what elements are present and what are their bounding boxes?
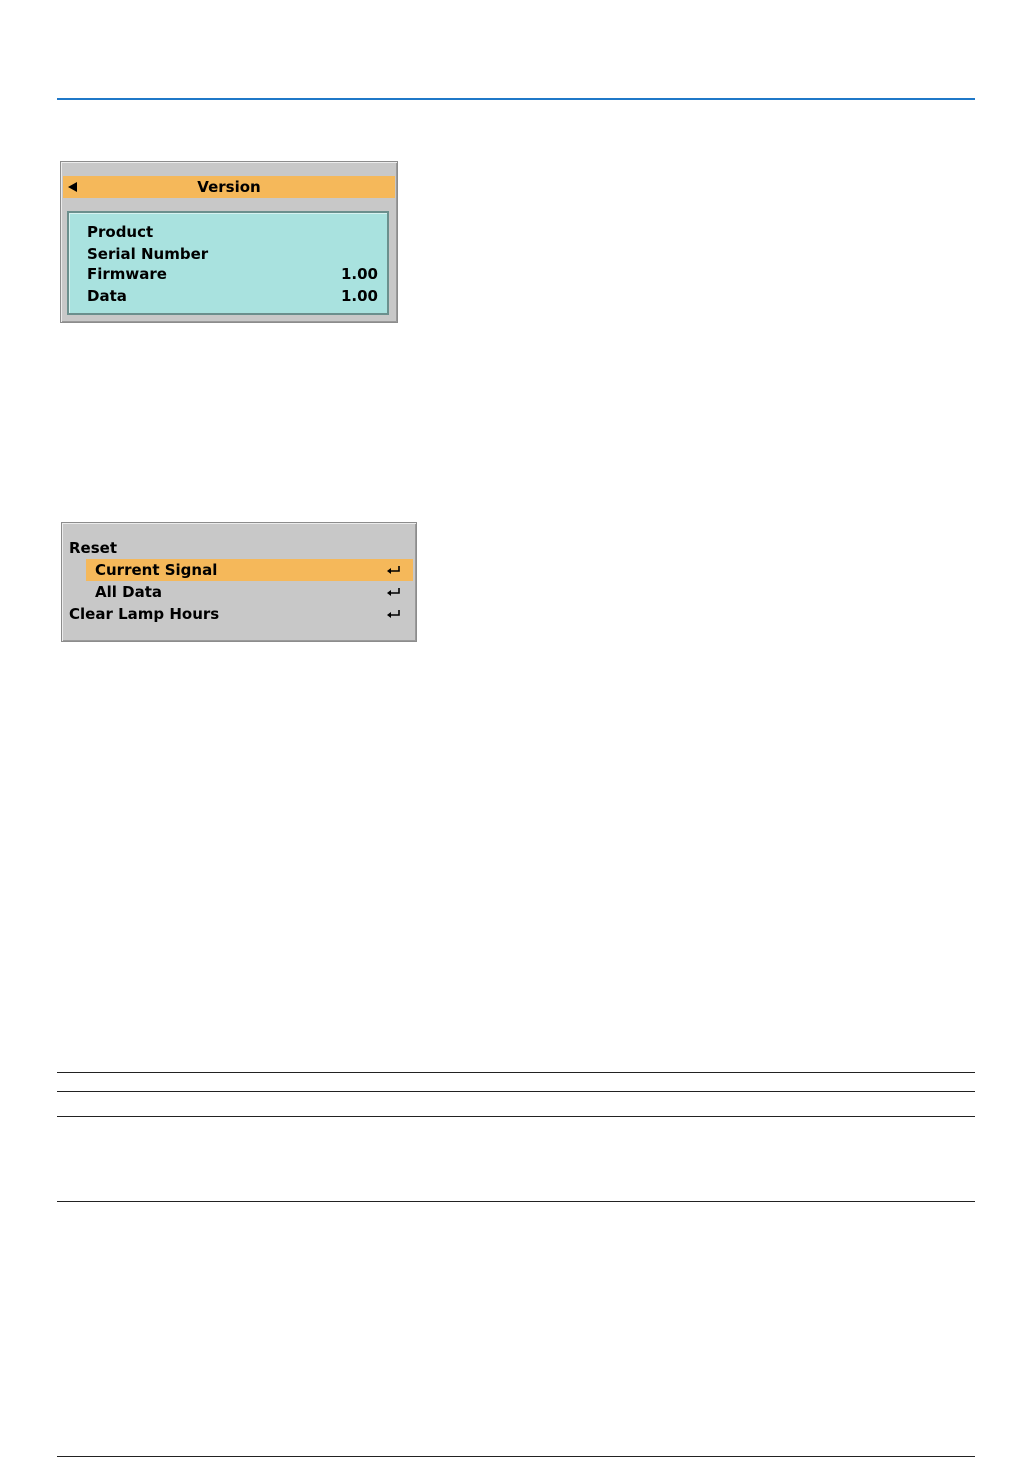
- version-row-serial-number: [87, 243, 378, 265]
- enter-icon: [387, 588, 400, 596]
- version-row-label: Serial Number: [87, 245, 209, 263]
- enter-icon: [387, 610, 400, 618]
- table-rule-2: [57, 1091, 975, 1092]
- version-info-box: [67, 211, 389, 315]
- table-rule-bottom: [57, 1201, 975, 1202]
- menu-item-label: Current Signal: [95, 561, 218, 579]
- table-rule-top: [57, 1072, 975, 1073]
- menu-item-label: All Data: [95, 583, 162, 601]
- version-menu-header: [63, 176, 395, 198]
- footer-rule: [57, 1456, 975, 1457]
- version-row-label: Firmware: [87, 265, 167, 283]
- version-row-product: [87, 221, 378, 243]
- version-row-data: [87, 285, 378, 307]
- reset-menu-panel: [61, 522, 417, 642]
- header-rule: [57, 98, 975, 100]
- menu-item-clear-lamp-hours[interactable]: [69, 603, 413, 625]
- version-row-label: Product: [87, 223, 154, 241]
- version-menu-panel: [60, 161, 398, 323]
- version-row-value: 1.00: [340, 265, 378, 283]
- enter-icon: [387, 566, 400, 574]
- menu-item-all-data[interactable]: [86, 581, 413, 603]
- menu-item-reset[interactable]: [69, 537, 269, 559]
- table-rule-3: [57, 1116, 975, 1117]
- menu-item-label: Clear Lamp Hours: [69, 605, 220, 623]
- version-row-value: 1.00: [340, 287, 378, 305]
- menu-item-label: Reset: [69, 539, 117, 557]
- version-row-firmware: [87, 263, 378, 285]
- version-row-label: Data: [87, 287, 127, 305]
- version-menu-title: Version: [197, 178, 261, 196]
- menu-item-current-signal[interactable]: [86, 559, 413, 581]
